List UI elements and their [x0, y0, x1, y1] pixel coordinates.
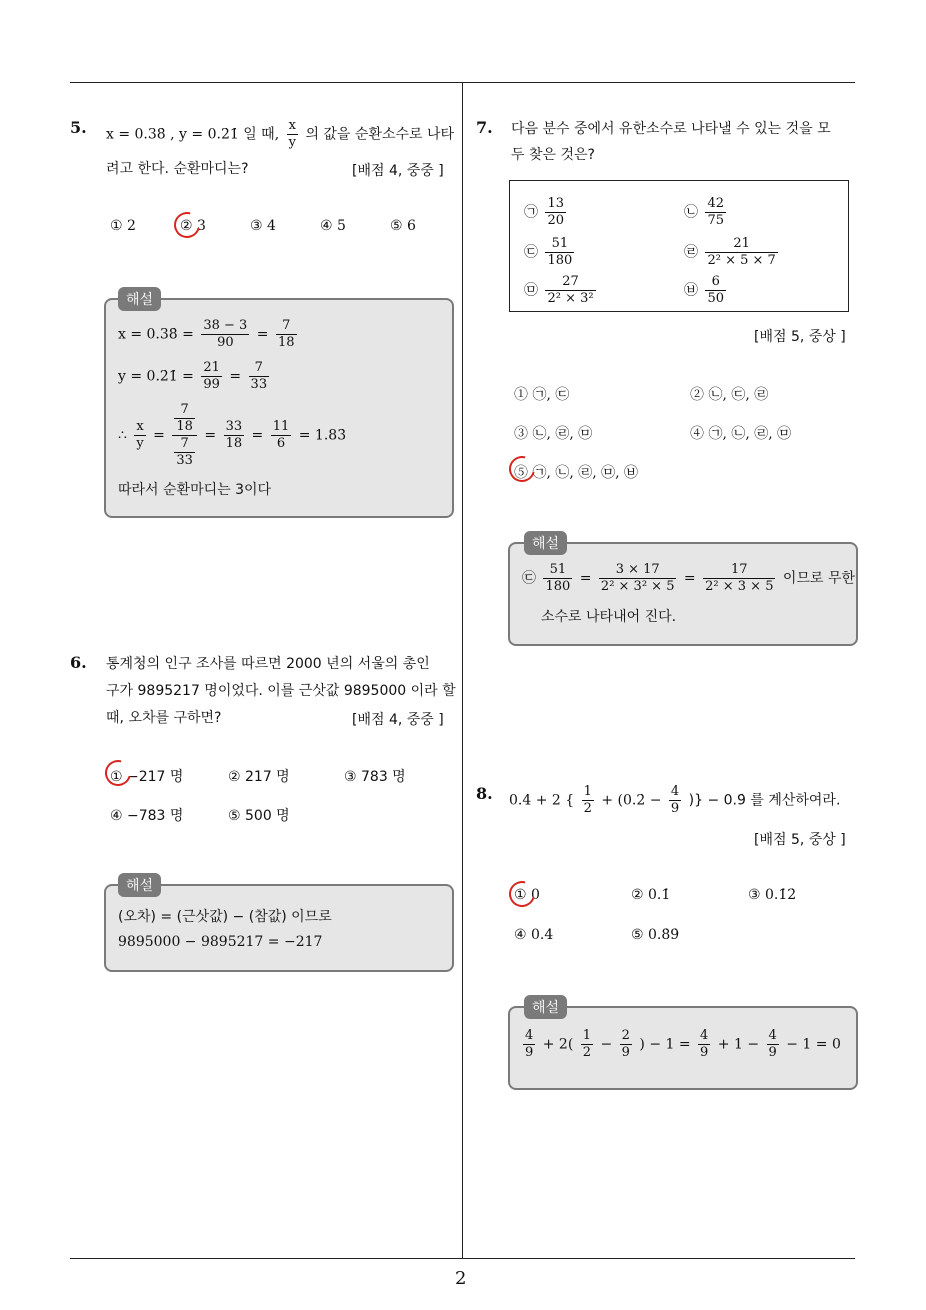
q6-number: 6. [70, 653, 87, 672]
q7-line2: 두 찾은 것은? [511, 147, 595, 163]
q5-option-2[interactable]: ② 3 [180, 218, 206, 234]
q7-sol-line1: ㉢ $\frac{51}{180}$ = $\frac{3 \times 17}{\text{2² × 3² × 5}}$ = $\frac{17}{\text{2² × 3 × 5}}$ 이므로 무한 [522, 562, 855, 594]
q6-option-2[interactable]: ② 217 명 [228, 769, 290, 785]
q7-item-3: ㉢ $\frac{51}{180}$ [524, 236, 573, 268]
q6-option-5[interactable]: ⑤ 500 명 [228, 808, 290, 824]
q6-line2: 구가 9895217 명이었다. 이를 근삿값 9895000 이라 할 [106, 683, 456, 699]
q5-sol-line2: y = 0.2̇1̇ = $\frac{21}{99}$ = $\frac{7}{33}$ [118, 360, 268, 392]
q6-sol-line2: 9895000 − 9895217 = −217 [118, 934, 323, 950]
q8-solution-tag: 해설 [524, 995, 567, 1019]
q7-sol-line2: 소수로 나타내어 진다. [541, 609, 677, 625]
q7-solution-tag: 해설 [524, 531, 567, 555]
q7-option-5[interactable]: ⑤ ㉠, ㉡, ㉣, ㉤, ㉥ [514, 465, 639, 481]
q5-text-b: 의 값을 순환소수로 나타 [305, 126, 455, 143]
q8-expression: 0.4̇ + 2 { $\frac{1}{2}$ + (0.2̇ − $\frac{4}{9}$ )} − 0.9̇ 를 계산하여라. [509, 784, 841, 816]
bottom-rule [70, 1258, 855, 1259]
q8-option-4[interactable]: ④ 0.4̇ [514, 927, 554, 943]
q6-line1: 통계청의 인구 조사를 따르면 2000 년의 서울의 총인 [106, 656, 430, 672]
q7-item-6: ㉥ $\frac{6}{50}$ [684, 274, 724, 306]
q5-sol-line1: x = 0.38̇ = $\frac{38 - 3}{90}$ = $\frac{7}{18}$ [118, 318, 295, 350]
q6-option-3[interactable]: ③ 783 명 [344, 769, 406, 785]
q7-option-3[interactable]: ③ ㉡, ㉣, ㉤ [514, 426, 593, 442]
q5-option-4[interactable]: ④ 5 [320, 218, 346, 234]
q7-item-4: ㉣ $\frac{21}{\text{2² × 5 × 7}}$ [684, 236, 776, 268]
q5-solution-tag: 해설 [118, 287, 161, 311]
q5-text-line1 [106, 118, 454, 151]
q5-option-3[interactable]: ③ 4 [250, 218, 276, 234]
q6-option-1[interactable]: ① −217 명 [110, 769, 184, 785]
q8-number: 8. [476, 784, 493, 803]
q5-sol-line3: ∴ $\frac{x}{y}$ = $\frac{\frac{7}{18}}{\frac{7}{33}}$ = $\frac{33}{18}$ = $\frac{11}{6}$ = 1.83̇ [118, 402, 347, 468]
q7-option-2[interactable]: ② ㉡, ㉢, ㉣ [690, 387, 769, 403]
q5-fraction: $\frac{x}{y}$ [288, 118, 296, 150]
q7-item-2: ㉡ $\frac{42}{75}$ [684, 196, 724, 228]
q5-answer-mark [169, 207, 205, 243]
q5-sol-line4: 따라서 순환마디는 3이다 [118, 482, 272, 498]
q8-option-1[interactable]: ① 0 [514, 887, 540, 903]
q8-option-5[interactable]: ⑤ 0.8̇9̇ [631, 927, 680, 943]
q5-option-1[interactable]: ① 2 [110, 218, 136, 234]
q6-solution-tag: 해설 [118, 873, 161, 897]
page-number: 2 [455, 1268, 467, 1289]
q7-option-4[interactable]: ④ ㉠, ㉡, ㉣, ㉤ [690, 426, 792, 442]
q6-points: [배점 4, 중중 ] [352, 712, 444, 728]
q5-text-a: x = 0.38̇ , y = 0.2̇1̇ 일 때, [106, 126, 280, 143]
q8-option-3[interactable]: ③ 0.1̇2̇ [748, 887, 797, 903]
q6-option-4[interactable]: ④ −783 명 [110, 808, 184, 824]
column-divider [462, 82, 463, 1259]
q8-option-2[interactable]: ② 0.1̇ [631, 887, 671, 903]
q6-sol-line1: (오차) = (근삿값) − (참값) 이므로 [118, 909, 332, 925]
q5-option-5[interactable]: ⑤ 6 [390, 218, 416, 234]
q5-text-line2: 려고 한다. 순환마디는? [106, 161, 249, 177]
q7-number: 7. [476, 118, 493, 137]
q7-item-1: ㉠ $\frac{13}{20}$ [524, 196, 564, 228]
q7-item-5: ㉤ $\frac{27}{\text{2² × 3²}}$ [524, 274, 594, 306]
q6-solution-box [104, 884, 454, 972]
q7-option-1[interactable]: ① ㉠, ㉢ [514, 387, 570, 403]
q5-points: [배점 4, 중중 ] [352, 163, 444, 179]
q7-points: [배점 5, 중상 ] [754, 329, 846, 345]
q8-sol-line1: $\frac{4}{9}$ + 2( $\frac{1}{2}$ − $\frac{2}{9}$ ) − 1 = $\frac{4}{9}$ + 1 − $\frac{4}{9}$ − 1 = 0 [525, 1028, 841, 1060]
q7-line1: 다음 분수 중에서 유한소수로 나타낼 수 있는 것을 모 [511, 121, 831, 137]
q6-line3: 때, 오차를 구하면? [106, 710, 222, 726]
q5-number: 5. [70, 118, 87, 137]
q8-answer-mark [504, 876, 540, 912]
q8-points: [배점 5, 중상 ] [754, 832, 846, 848]
